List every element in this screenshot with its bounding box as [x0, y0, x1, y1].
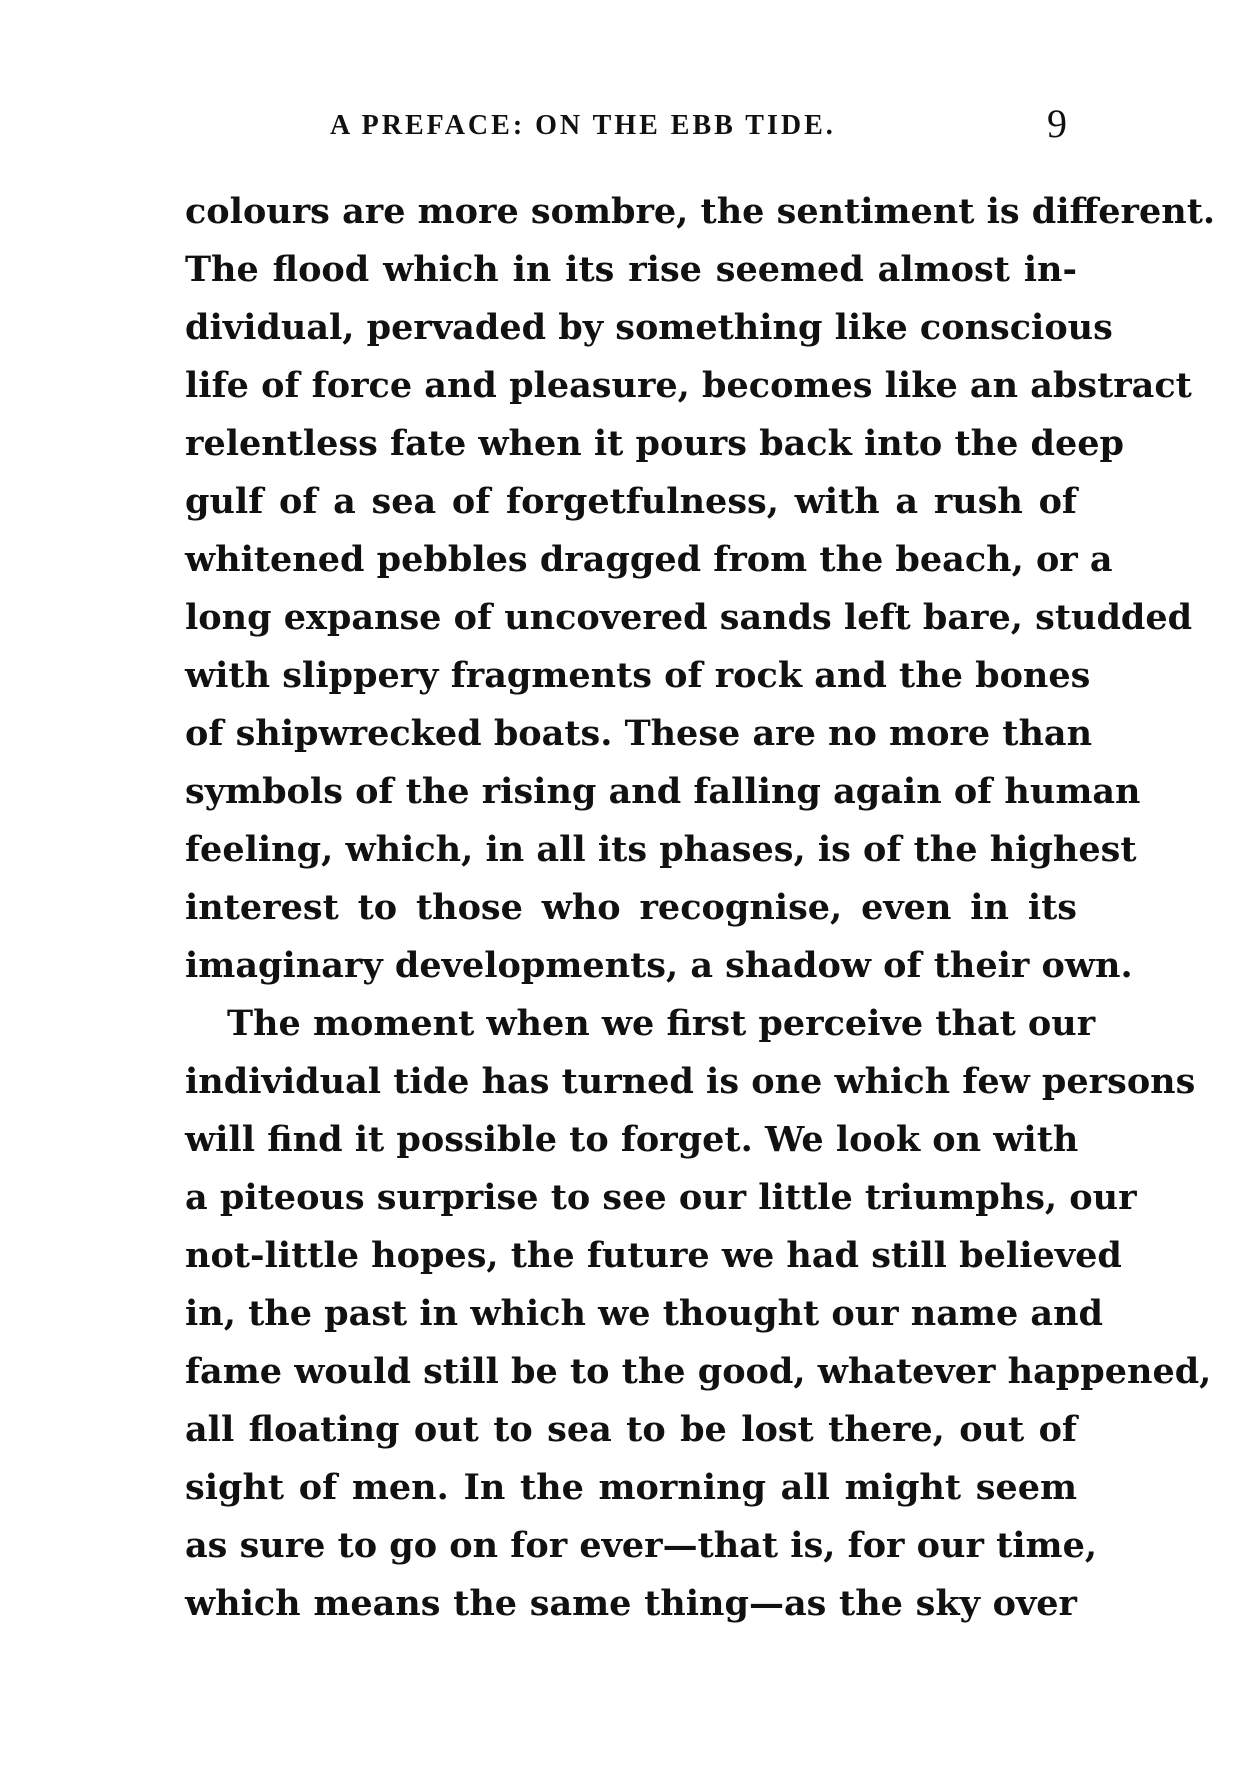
- text-line: life of force and pleasure, becomes like an abstract: [185, 365, 1192, 406]
- text-line: interest to those who recognise, even in its: [185, 887, 1077, 928]
- text-line: whitened pebbles dragged from the beach, or a: [185, 539, 1113, 580]
- text-line: with slippery fragments of rock and the bones: [185, 655, 1091, 696]
- text-line: will find it possible to forget. We look on with: [185, 1119, 1079, 1160]
- text-line: relentless fate when it pours back into the deep: [185, 423, 1125, 464]
- running-title: A PREFACE: ON THE EBB TIDE.: [330, 110, 836, 141]
- paragraph: [185, 995, 1212, 1633]
- text-line: as sure to go on for ever—that is, for our time,: [185, 1525, 1098, 1566]
- text-line: of shipwrecked boats. These are no more than: [185, 713, 1093, 754]
- paragraph: [185, 183, 1216, 995]
- text-line: all floating out to sea to be lost there, out of: [185, 1409, 1077, 1450]
- text-line: The moment when we first perceive that our: [227, 1003, 1096, 1044]
- text-line: symbols of the rising and falling again of human: [185, 771, 1141, 812]
- text-line: which means the same thing—as the sky over: [185, 1583, 1077, 1624]
- text-line: The flood which in its rise seemed almost in-: [185, 249, 1077, 290]
- page-number: 9: [1047, 101, 1067, 146]
- page-body: [185, 183, 1216, 1633]
- text-line: long expanse of uncovered sands left bare, studded: [185, 597, 1193, 638]
- text-line: sight of men. In the morning all might seem: [185, 1467, 1077, 1508]
- text-line: individual tide has turned is one which few persons: [185, 1061, 1196, 1102]
- text-line: imaginary developments, a shadow of their own.: [185, 945, 1133, 986]
- text-line: colours are more sombre, the sentiment is different.: [185, 191, 1216, 232]
- running-head: [185, 100, 1075, 160]
- text-line: gulf of a sea of forgetfulness, with a rush of: [185, 481, 1077, 522]
- text-line: in, the past in which we thought our name and: [185, 1293, 1104, 1334]
- text-line: not-little hopes, the future we had still believed: [185, 1235, 1122, 1276]
- text-line: fame would still be to the good, whatever happened,: [185, 1351, 1212, 1392]
- text-line: a piteous surprise to see our little triumphs, our: [185, 1177, 1137, 1218]
- text-line: dividual, pervaded by something like conscious: [185, 307, 1113, 348]
- text-line: feeling, which, in all its phases, is of the highest: [185, 829, 1137, 870]
